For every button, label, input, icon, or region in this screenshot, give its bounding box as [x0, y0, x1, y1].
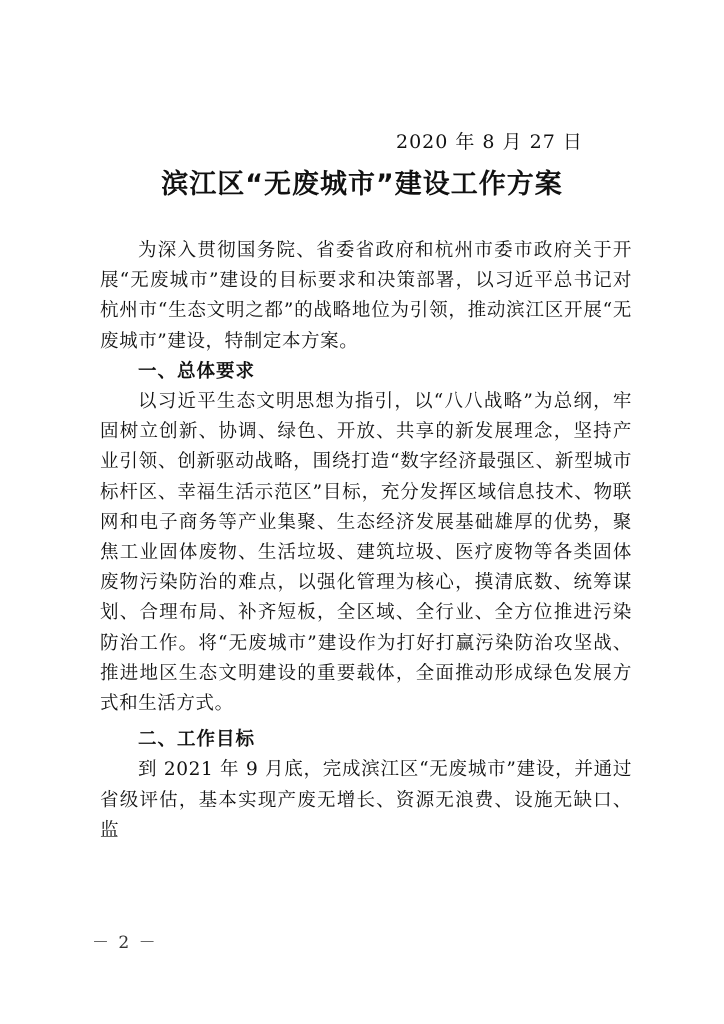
section-heading-work-goals: 二、工作目标 [138, 729, 256, 751]
section-heading-overall-requirements: 一、总体要求 [138, 360, 256, 382]
document-title: 滨江区“无废城市”建设工作方案 [161, 169, 563, 200]
intro-paragraph: 为深入贯彻国务院、省委省政府和杭州市委市政府关于开展“无废城市”建设的目标要求和决策部署，以习近平总书记对杭州市“生态文明之都”的战略地位为引领，推动滨江区开展“无废城市”建设，特制定本方案。 [100, 240, 632, 352]
document-body [100, 236, 632, 846]
document-date: 2020 年 8 月 27 日 [396, 131, 583, 153]
work-goals-paragraph: 到 2021 年 9 月底，完成滨江区“无废城市”建设，并通过省级评估，基本实现产废无增长、资源无浪费、设施无缺口、监 [100, 759, 632, 841]
overall-requirements-paragraph: 以习近平生态文明思想为指引，以“八八战略”为总纲，牢固树立创新、协调、绿色、开放、共享的新发展理念，坚持产业引领、创新驱动战略，围绕打造“数字经济最强区、新型城市标杆区、幸福生活示范区”目标，充分发挥区域信息技术、物联网和电子商务等产业集聚、生态经济发展基础雄厚的优势，聚焦工业固体废物、生活垃圾、建筑垃圾、医疗废物等各类固体废物污染防治的难点，以强化管理为核心，摸清底数、统筹谋划、合理布局、补齐短板，全区域、全行业、全方位推进污染防治工作。将“无废城市”建设作为打好打赢污染防治攻坚战、推进地区生态文明建设的重要载体，全面推动形成绿色发展方式和生活方式。 [100, 391, 632, 715]
page-number: － 2 － [92, 933, 158, 953]
